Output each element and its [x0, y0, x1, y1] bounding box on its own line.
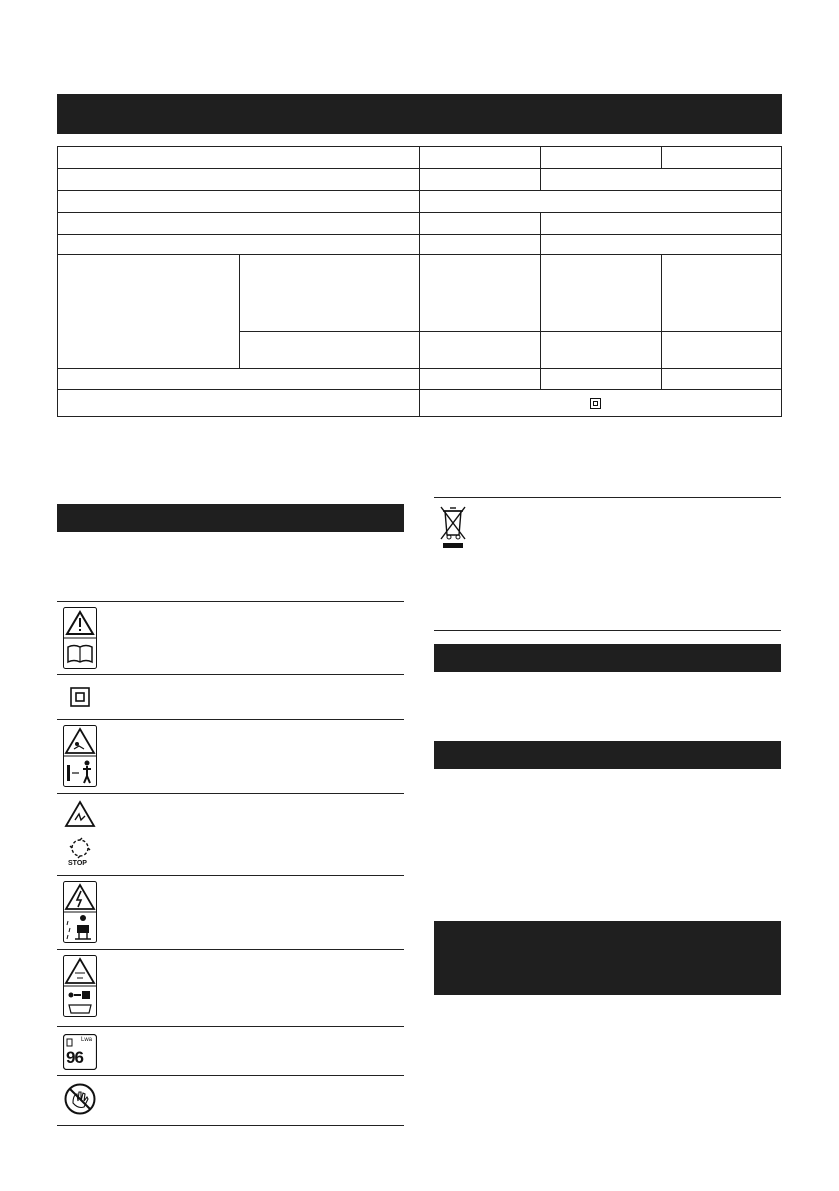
class-ii-square-icon	[590, 398, 601, 409]
flying-objects-keep-distance-icon	[63, 725, 97, 787]
right-section-bar-2	[434, 741, 781, 769]
rotating-blade-stop-icon	[63, 800, 97, 870]
no-hand-contact-icon	[64, 1083, 96, 1115]
symbol-divider	[57, 1125, 404, 1126]
symbol-divider	[57, 949, 404, 950]
sound-power-level-icon	[63, 1034, 97, 1070]
symbol-divider	[57, 875, 404, 876]
class-ii-double-insulation-icon	[70, 687, 90, 707]
electric-shock-rain-icon	[63, 881, 97, 943]
symbol-divider	[57, 1026, 404, 1027]
sound-level-value: 96	[66, 1048, 83, 1067]
right-section-bar-3	[434, 921, 781, 995]
disposal-bottom-rule	[434, 630, 781, 631]
specifications-table	[0, 0, 839, 430]
symbol-divider	[57, 1075, 404, 1076]
stop-label: STOP	[68, 860, 87, 867]
symbols-section-bar	[57, 504, 404, 532]
crossed-out-wheelie-bin-icon	[438, 503, 468, 549]
disposal-top-rule	[434, 497, 781, 498]
warning-read-manual-icon	[63, 607, 97, 669]
symbol-divider	[57, 719, 404, 720]
sound-level-unit: Lwa	[81, 1037, 93, 1043]
right-section-bar-1	[434, 644, 781, 672]
symbol-divider	[57, 601, 404, 602]
symbol-divider	[57, 793, 404, 794]
symbol-divider	[57, 674, 404, 675]
blade-hazard-manual-icon	[63, 955, 97, 1017]
